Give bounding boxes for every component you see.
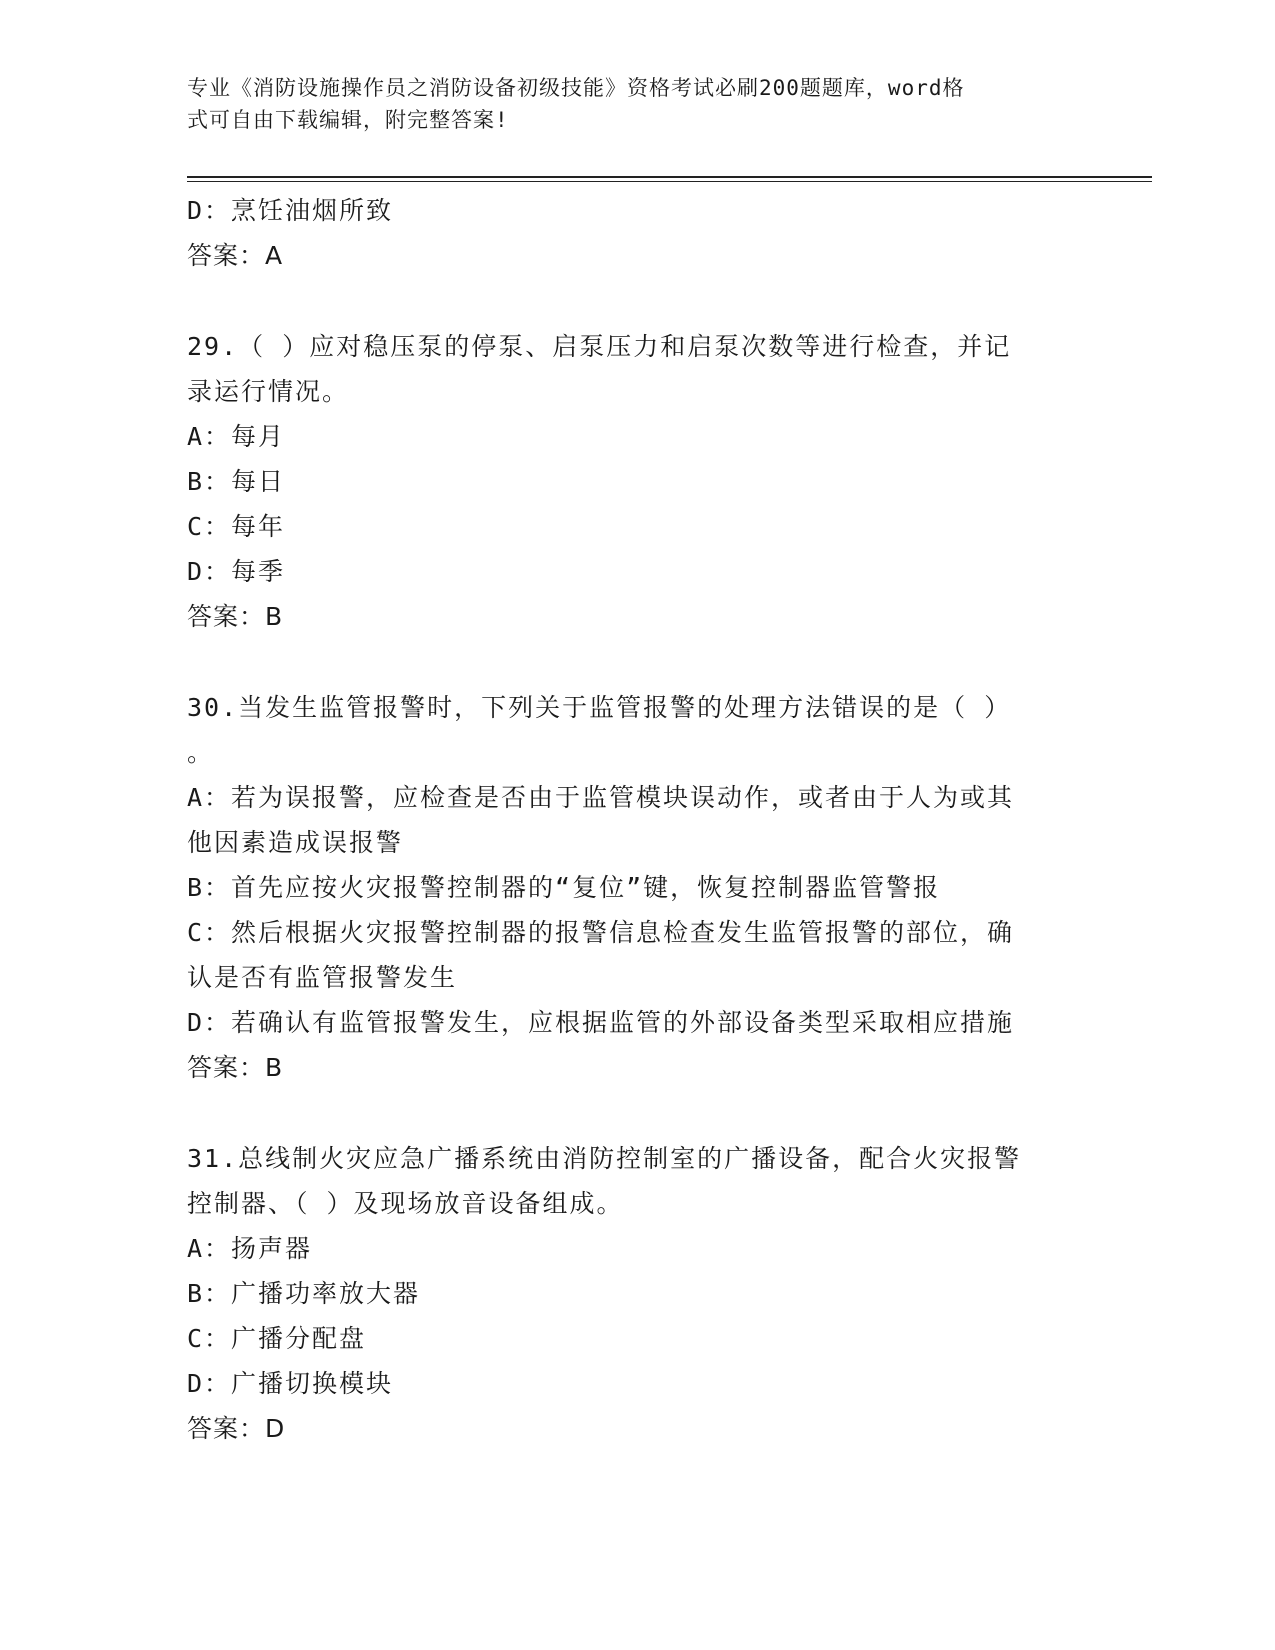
q30-option-d: D：若确认有监管报警发生，应根据监管的外部设备类型采取相应措施 — [187, 1008, 1015, 1037]
question-31 — [187, 1136, 1087, 1451]
q30-answer: 答案：B — [187, 1053, 284, 1082]
q31-answer: 答案：D — [187, 1414, 286, 1443]
prev-answer: 答案：A — [187, 241, 284, 270]
q30-option-a-line-2: 他因素造成误报警 — [187, 828, 404, 857]
q31-option-d: D：广播切换模块 — [187, 1369, 394, 1398]
document-header — [187, 72, 1067, 136]
q31-option-a: A：扬声器 — [187, 1234, 313, 1263]
q29-option-d: D：每季 — [187, 557, 286, 586]
spacer — [187, 278, 1087, 324]
q29-option-a: A：每月 — [187, 422, 286, 451]
header-divider — [187, 176, 1152, 182]
question-30 — [187, 685, 1087, 1090]
q30-option-c-line-1: C：然后根据火灾报警控制器的报警信息检查发生监管报警的部位，确 — [187, 918, 1015, 947]
q30-option-c-line-2: 认是否有监管报警发生 — [187, 963, 458, 992]
q29-answer: 答案：B — [187, 602, 284, 631]
question-29 — [187, 324, 1087, 639]
document-body — [187, 188, 1087, 1451]
header-line-1: 专业《消防设施操作员之消防设备初级技能》资格考试必刷200题题库，word格 — [187, 76, 965, 100]
spacer — [187, 1090, 1087, 1136]
q30-stem-line-1: 30.当发生监管报警时，下列关于监管报警的处理方法错误的是（ ） — [187, 693, 1012, 722]
q29-stem-line-1: 29.（ ）应对稳压泵的停泵、启泵压力和启泵次数等进行检查，并记 — [187, 332, 1012, 361]
q29-option-c: C：每年 — [187, 512, 286, 541]
q31-option-c: C：广播分配盘 — [187, 1324, 367, 1353]
q31-stem-line-2: 控制器、（ ）及现场放音设备组成。 — [187, 1189, 624, 1218]
q29-option-b: B：每日 — [187, 467, 286, 496]
q30-option-b: B：首先应按火灾报警控制器的“复位”键，恢复控制器监管警报 — [187, 873, 941, 902]
header-line-2: 式可自由下载编辑，附完整答案! — [187, 108, 509, 132]
q29-stem-line-2: 录运行情况。 — [187, 377, 350, 406]
spacer — [187, 639, 1087, 685]
q30-stem-line-2: 。 — [187, 738, 215, 767]
q31-stem-line-1: 31.总线制火灾应急广播系统由消防控制室的广播设备，配合火灾报警 — [187, 1144, 1022, 1173]
q31-option-b: B：广播功率放大器 — [187, 1279, 421, 1308]
q30-option-a-line-1: A：若为误报警，应检查是否由于监管模块误动作，或者由于人为或其 — [187, 783, 1015, 812]
prev-option-d: D：烹饪油烟所致 — [187, 196, 394, 225]
